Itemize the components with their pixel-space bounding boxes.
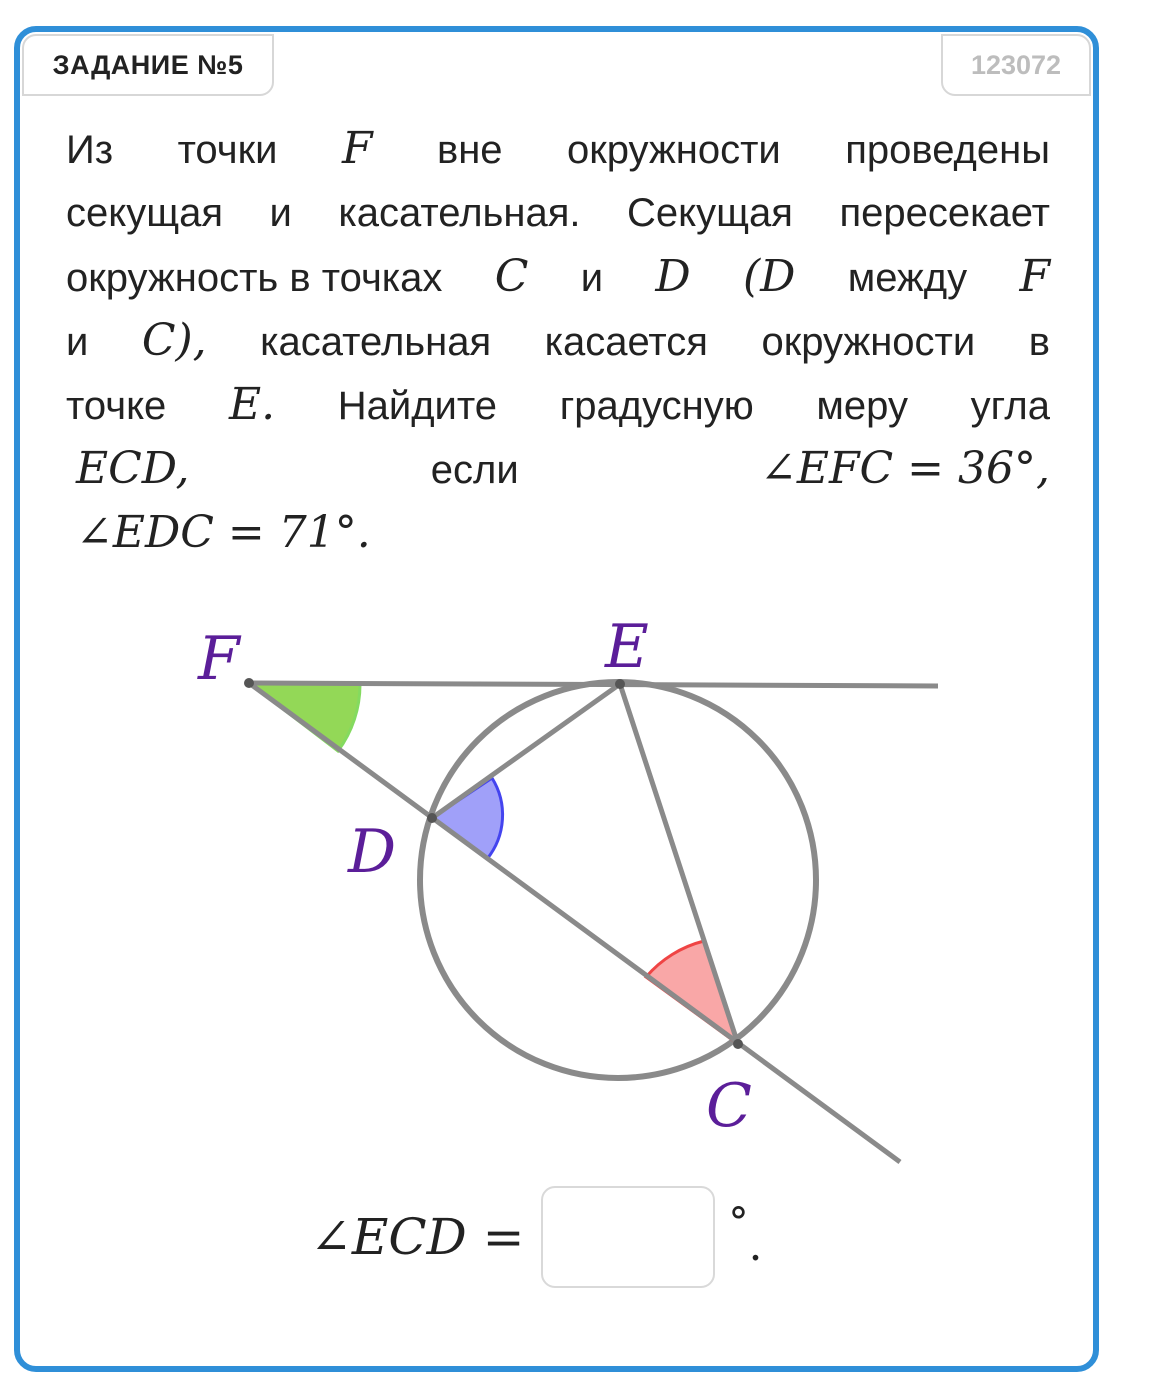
label-C: C [706, 1071, 752, 1141]
problem-line-7 [66, 501, 1050, 565]
word: точки [177, 128, 278, 172]
word: пересекает [839, 191, 1050, 235]
word: меру [816, 384, 908, 428]
point-D [427, 813, 437, 823]
word: Из [66, 128, 114, 172]
problem-line-3 [66, 245, 1050, 309]
problem-line-1 [66, 117, 1050, 181]
word: между [847, 256, 968, 300]
label-F: F [198, 624, 240, 694]
circle [420, 682, 816, 1078]
word: если [430, 448, 519, 492]
task-id-badge: 123072 [941, 34, 1091, 96]
word: касается [544, 320, 708, 364]
answer-input[interactable] [541, 1186, 715, 1288]
math-var-F: F [341, 123, 373, 174]
problem-line-2 [66, 181, 1050, 245]
problem-line-6 [66, 437, 1050, 501]
degree-symbol: ° [728, 1200, 749, 1246]
word: и [66, 320, 89, 364]
math-var-F: F [1019, 251, 1050, 302]
problem-line-4 [66, 309, 1050, 373]
word: точке [66, 384, 167, 428]
math-var-E: E. [228, 379, 276, 430]
word: окружности [761, 320, 976, 364]
math-var-D-paren: (D [742, 251, 796, 302]
label-E: E [605, 612, 649, 682]
word: вне [436, 128, 503, 172]
tangent-line [249, 683, 938, 686]
problem-text [66, 117, 1050, 565]
word: проведены [845, 128, 1050, 172]
answer-period: . [748, 1219, 763, 1271]
math-angle-EDC: ∠EDC = 71°. [76, 507, 371, 558]
angle-C-marker [646, 941, 738, 1044]
math-angle-EFC: ∠EFC = 36°, [759, 443, 1050, 494]
point-C [733, 1039, 743, 1049]
secant-line [249, 683, 900, 1162]
math-var-D: D [655, 251, 691, 302]
word: и [269, 191, 292, 235]
geometry-figure [20, 602, 1020, 1202]
answer-row [310, 1182, 870, 1292]
math-var-C: C), [141, 315, 207, 366]
word: касательная [260, 320, 492, 364]
word: секущая [66, 191, 224, 235]
task-card [14, 26, 1099, 1372]
word: угла [970, 384, 1050, 428]
point-F [244, 678, 254, 688]
answer-label: ∠ECD = [310, 1208, 525, 1266]
word: и [580, 256, 604, 300]
math-angle-ECD: ECD, [76, 443, 190, 494]
word: в [1028, 320, 1050, 364]
word: Найдите [337, 384, 498, 428]
problem-line-5 [66, 373, 1050, 437]
word: градусную [559, 384, 754, 428]
task-number-badge: ЗАДАНИЕ №5 [22, 34, 274, 96]
label-D: D [348, 817, 397, 887]
word: Секущая [627, 191, 793, 235]
word: окружности [567, 128, 781, 172]
math-var-C: C [494, 251, 529, 302]
word: касательная. [338, 191, 581, 235]
word: окружность в точках [66, 256, 443, 300]
